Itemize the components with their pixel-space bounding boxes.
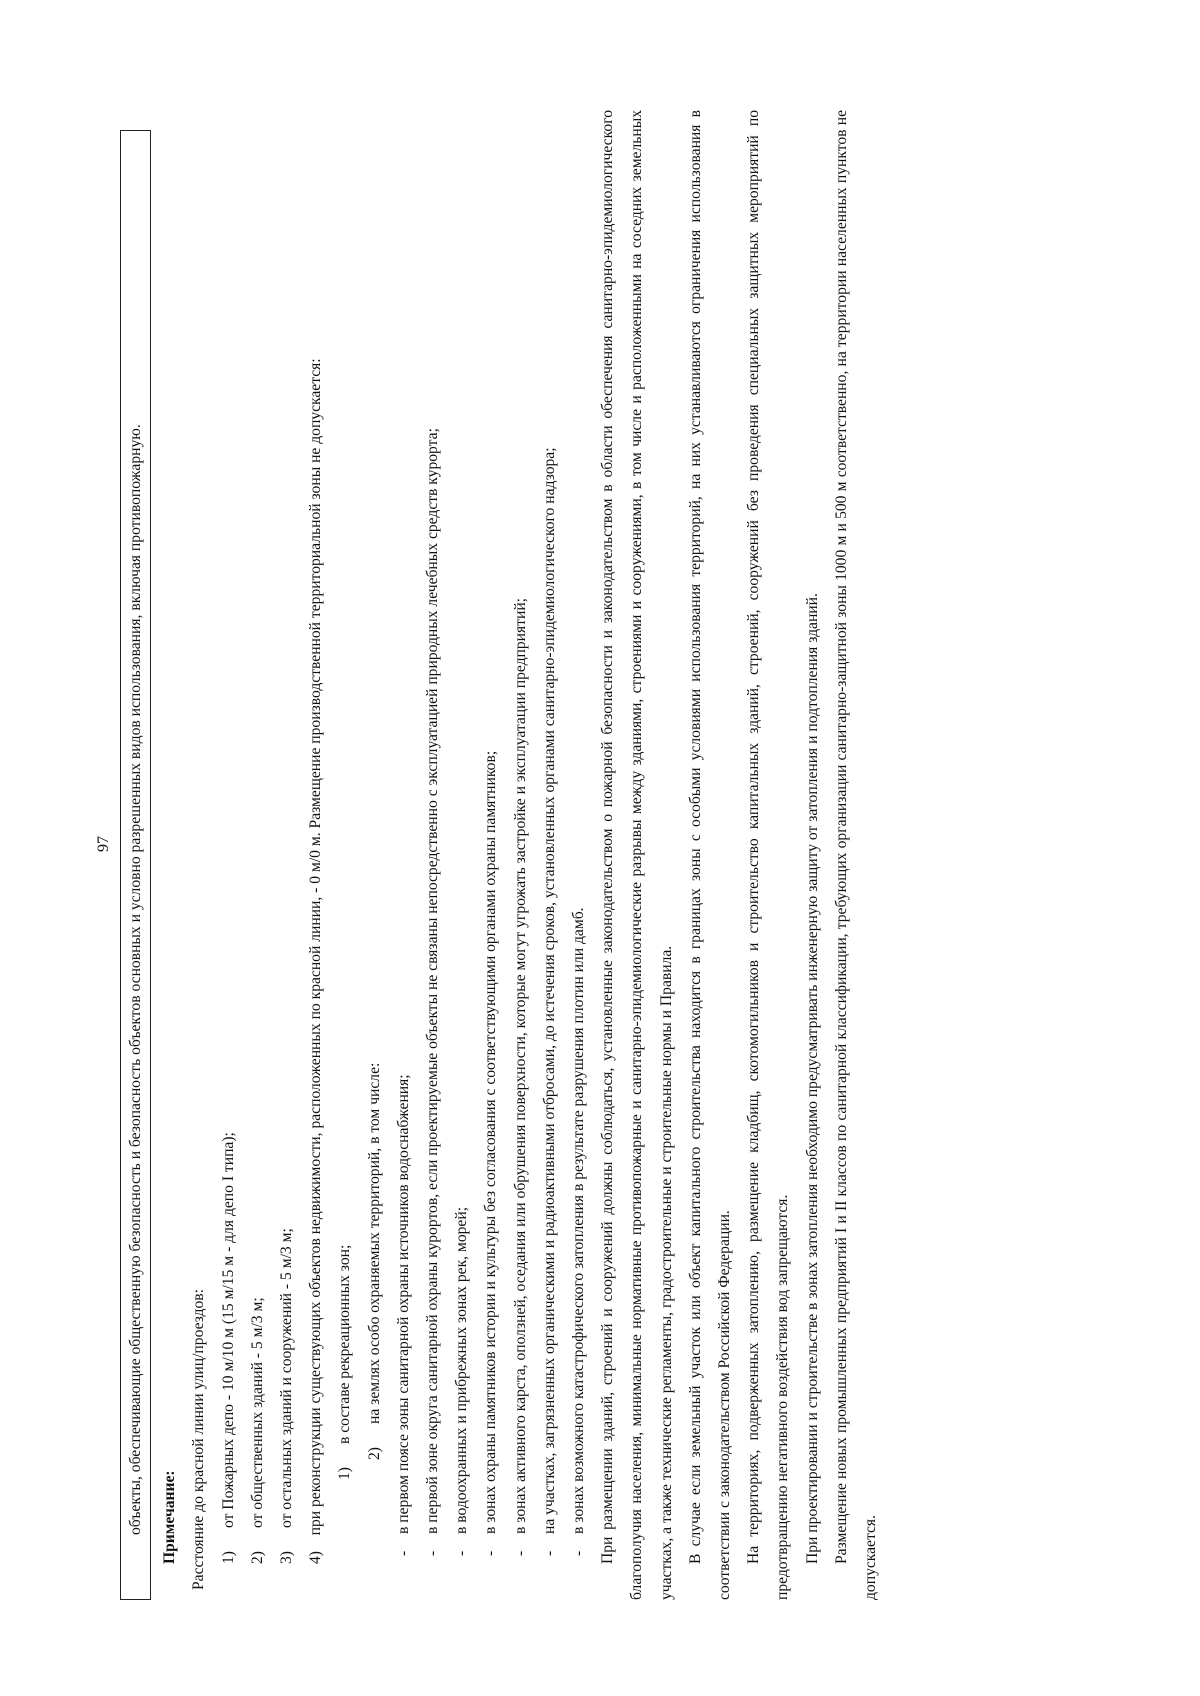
dash-text: в зонах активного карста, оползней, оседания или обрушения поверхности, которые могут угрожать застройке и эксплуатации предприятий; — [511, 597, 529, 1534]
dash-text: в первом поясе зоны санитарной охраны источников водоснабжения; — [394, 1074, 412, 1534]
dash-text: в водоохранных и прибрежных зонах рек, морей; — [453, 1206, 471, 1534]
item-text: от остальных зданий и сооружений - 5 м/3 м; — [278, 1228, 296, 1528]
dash-marker: - — [394, 1550, 412, 1556]
sub-numbered-item — [330, 110, 359, 1480]
paragraph: Размещение новых промышленных предприятий I и II классов по санитарной классификации, требующих организации санитарно-защитной зоны 1000 м и 500 м соответственно, на территории населенных пунктов не допускается. — [832, 110, 880, 1600]
dash-item — [389, 110, 418, 1600]
item-number: 1) — [336, 1467, 354, 1480]
item-text: от Пожарных депо - 10 м/10 м (15 м/15 м - для депо I типа); — [219, 1132, 237, 1528]
paragraph: При проектировании и строительстве в зонах затопления необходимо предусматривать инженерную защиту от затопления и подтопления зданий. — [803, 593, 821, 1564]
dash-item — [447, 110, 476, 1600]
dash-text: в первой зоне округа санитарной охраны курортов, если проектируемые объекты не связаны непосредственно с эксплуатацией природных лечебных средств курорта; — [424, 428, 442, 1534]
table-cell-text: объекты, обеспечивающие общественную безопасность и безопасность объектов основных и условно разрешенных видов использования, включая противопожарную. — [127, 424, 144, 1535]
paragraph: При размещении зданий, строений и сооружений должны соблюдаться, установленные законодательством о пожарной безопасности и законодательством в области обеспечения санитарно-эпидемиологического благополучия населения, минимальные нормативные противопожарные и санитарно-эпидемиологические разрывы между зданиями, строениями и сооружениями, в том числе и расположенными на соседних земельных участках, а также технические регламенты, градостроительные и строительные нормы и Правила. — [599, 110, 675, 1600]
numbered-item — [272, 110, 301, 1564]
dash-text: в зонах охраны памятников истории и культуры без согласования с соответствующими органами охраны памятников; — [482, 750, 500, 1534]
numbered-item — [301, 110, 330, 1600]
numbered-item — [214, 110, 243, 1564]
dash-item — [506, 110, 535, 1600]
dash-item — [418, 110, 447, 1600]
dash-marker: - — [453, 1550, 471, 1556]
dash-marker: - — [540, 1550, 558, 1556]
item-text: в составе рекреационных зон; — [336, 1244, 354, 1444]
dash-text: в зонах возможного катастрофического затопления в результате разрушения плотин или дамб. — [570, 907, 588, 1534]
item-number: 3) — [278, 1551, 296, 1564]
dash-item — [564, 110, 593, 1600]
document-body — [120, 110, 1080, 1600]
note-intro: Расстояние до красной линии улиц/проездов: — [190, 1289, 208, 1590]
table-cell — [120, 130, 151, 1600]
dash-marker: - — [511, 1550, 529, 1556]
dash-marker: - — [424, 1550, 442, 1556]
item-text: при реконструкции существующих объектов недвижимости, расположенных по красной линии, - 0 м/0 м. Размещение производственной территориальной зоны не допускается: — [307, 358, 325, 1536]
dash-item — [476, 110, 505, 1600]
item-number: 2) — [248, 1551, 266, 1564]
paragraph: На территориях, подверженных затоплению, размещение кладбищ, скотомогильников и строительство капитальных зданий, строений, сооружений без проведения специальных защитных мероприятий по предотвращению негативного воздействия вод запрещаются. — [745, 110, 792, 1600]
sub-numbered-item — [360, 110, 389, 1460]
paragraph: В случае если земельный участок или объект капитального строительства находится в границах зоны с особыми условиями использования территорий, на них устанавливаются ограничения использования в соответствии с законодательством Российской Федерации. — [686, 110, 734, 1600]
item-text: на землях особо охраняемых территорий, в том числе: — [365, 1062, 383, 1424]
item-text: от общественных зданий - 5 м/3 м; — [248, 1297, 266, 1528]
item-number: 2) — [365, 1447, 383, 1460]
dash-marker: - — [482, 1550, 500, 1556]
note-title: Примечание: — [161, 1470, 179, 1564]
dash-item — [535, 110, 564, 1600]
page-number: 97 — [95, 836, 112, 852]
item-number: 1) — [219, 1551, 237, 1564]
dash-text: на участках, загрязненных органическими и радиоактивными отбросами, до истечения сроков, установленных органами санитарно-эпидемиологического надзора; — [540, 447, 558, 1534]
numbered-item — [243, 110, 272, 1564]
dash-marker: - — [570, 1550, 588, 1556]
item-number: 4) — [307, 1551, 325, 1564]
